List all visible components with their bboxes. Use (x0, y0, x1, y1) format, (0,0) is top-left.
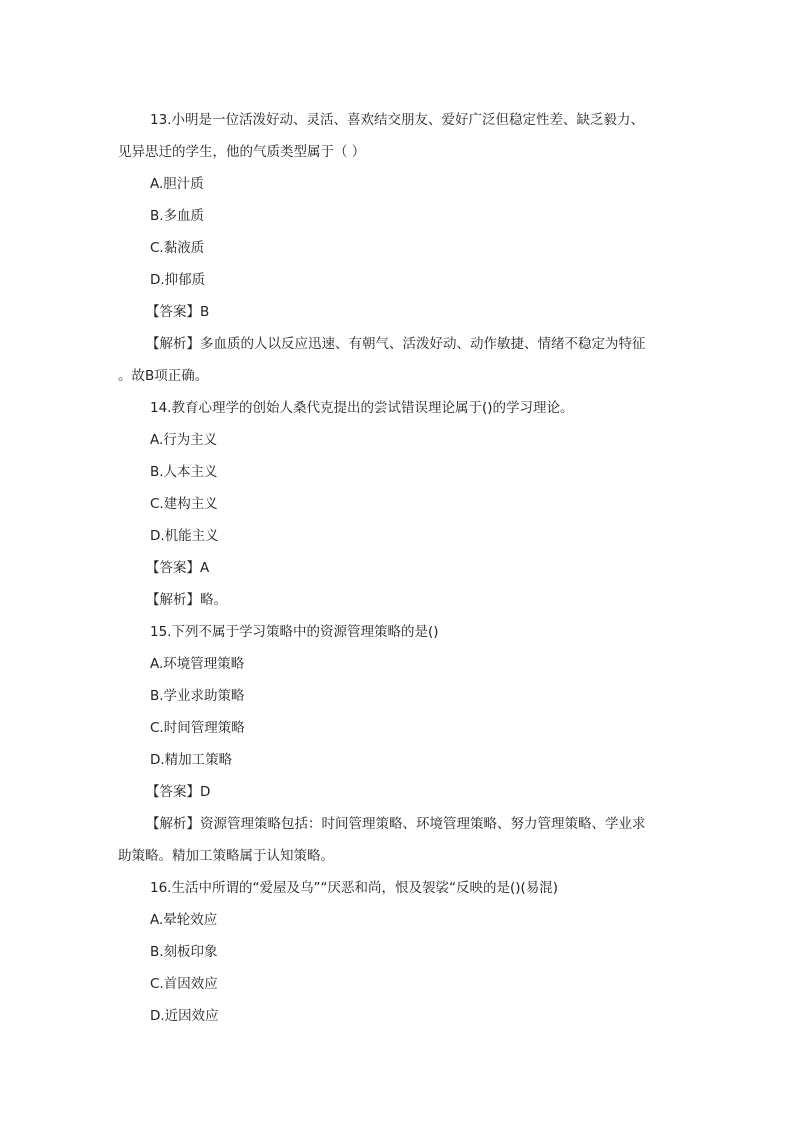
question-13-answer: 【答案】B (146, 304, 210, 320)
question-15-answer: 【答案】D (146, 784, 211, 800)
question-14-option-c: C.建构主义 (150, 496, 218, 512)
question-16-option-a: A.晕轮效应 (150, 912, 218, 928)
question-16-option-b: B.刻板印象 (150, 944, 218, 960)
question-15-option-c: C.时间管理策略 (150, 720, 245, 736)
question-13-analysis: 【解析】多血质的人以反应迅速、有朝气、活泼好动、动作敏捷、情绪不稳定为特征 (146, 336, 646, 352)
question-13-option-b: B.多血质 (150, 208, 205, 224)
question-14-stem: 14.教育心理学的创始人桑代克提出的尝试错误理论属于()的学习理论。 (150, 400, 574, 416)
question-15-option-a: A.环境管理策略 (150, 656, 245, 672)
question-15-option-d: D.精加工策略 (150, 752, 233, 768)
question-13-stem-continued: 见异思迁的学生，他的气质类型属于（ ） (118, 144, 366, 160)
question-15-analysis-continued: 助策略。精加工策略属于认知策略。 (118, 848, 334, 864)
question-14-option-a: A.行为主义 (150, 432, 218, 448)
question-14-option-b: B.人本主义 (150, 464, 218, 480)
question-13-option-c: C.黏液质 (150, 240, 205, 256)
question-15-stem: 15.下列不属于学习策略中的资源管理策略的是() (150, 624, 439, 640)
question-16-stem: 16.生活中所谓的“爱屋及乌”“厌恶和尚，恨及袈裟“反映的是()(易混) (150, 880, 559, 896)
question-14-option-d: D.机能主义 (150, 528, 219, 544)
question-13-option-d: D.抑郁质 (150, 272, 206, 288)
question-16-option-d: D.近因效应 (150, 1008, 219, 1024)
question-14-analysis: 【解析】略。 (146, 592, 227, 608)
question-15-option-b: B.学业求助策略 (150, 688, 245, 704)
question-13-stem: 13.小明是一位活泼好动、灵活、喜欢结交朋友、爱好广泛但稳定性差、缺乏毅力、 (150, 112, 644, 128)
question-15-analysis: 【解析】资源管理策略包括：时间管理策略、环境管理策略、努力管理策略、学业求 (146, 816, 646, 832)
question-13-option-a: A.胆汁质 (150, 176, 204, 192)
question-13-analysis-continued: 。故B项正确。 (118, 368, 209, 384)
question-14-answer: 【答案】A (146, 560, 210, 576)
question-16-option-c: C.首因效应 (150, 976, 218, 992)
